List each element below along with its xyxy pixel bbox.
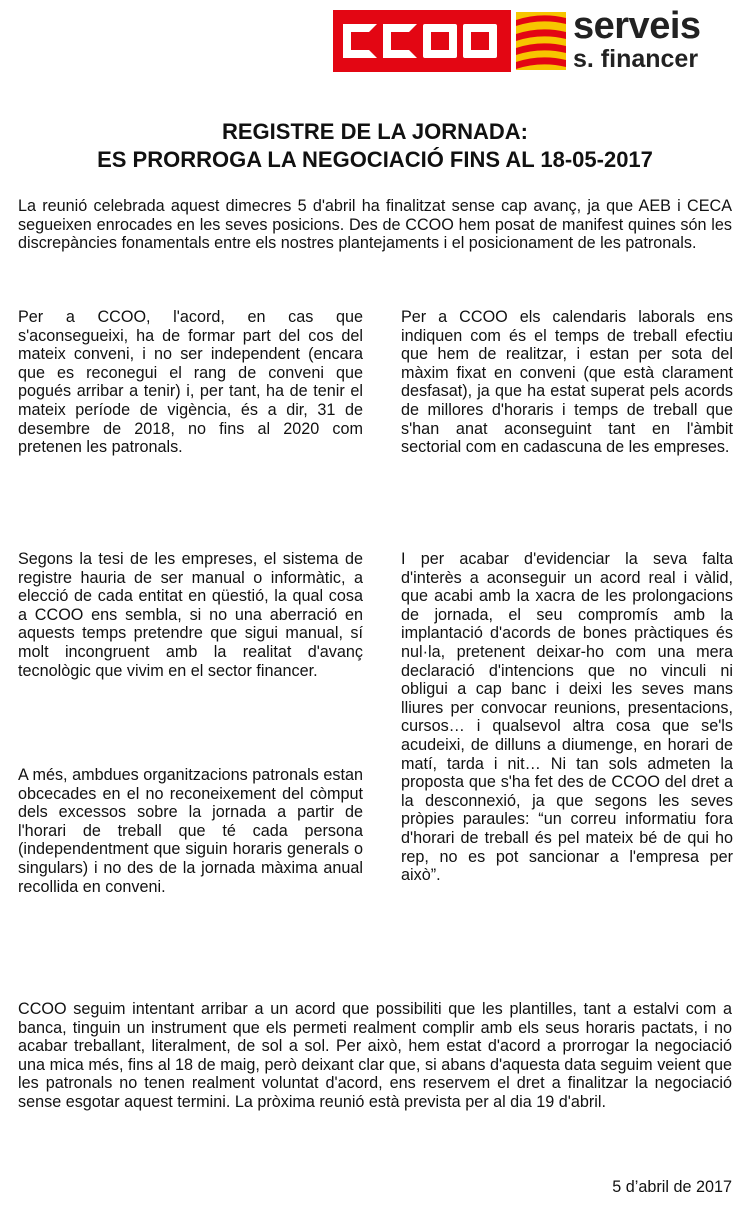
- document-date: 5 d’abril de 2017: [612, 1178, 732, 1196]
- title-line-2: ES PRORROGA LA NEGOCIACIÓ FINS AL 18-05-2017: [97, 147, 653, 172]
- brand-wordmark: [573, 6, 701, 72]
- left-paragraph-1: Per a CCOO, l'acord, en cas que s'aconsegueixi, ha de formar part del cos del mateix conveni, i no ser independent (encara que es reconegui el rang de conveni que pogués arribar a tenir) i, per tant, ha de tenir el mateix període de vigència, és a dir, 31 de desembre de 2018, no fins al 2020 com pretenen les patronals.: [18, 308, 363, 457]
- left-paragraph-3: A més, ambdues organitzacions patronals estan obcecades en el no reconeixement del còmput dels excessos sobre la jornada a partir de l'horari de treball que té cada persona (independentment que siguin horaris generals o singulars) i no des de la jornada màxima anual recollida en conveni.: [18, 766, 363, 896]
- left-paragraph-2: Segons la tesi de les empreses, el sistema de registre hauria de ser manual o informàtic, a elecció de cada entitat en qüestió, la qual cosa a CCOO ens sembla, si no una aberració en aquests temps pretendre que sigui manual, sí molt incongruent amb la realitat d'avanç tecnològic que vivim en el sector financer.: [18, 550, 363, 680]
- closing-paragraph: CCOO seguim intentant arribar a un acord que possibiliti que les plantilles, tant a estalvi com a banca, tinguin un instrument que els permeti realment complir amb els seus horaris pactats, i no acabar treballant, literalment, de sol a sol. Per això, hem estat d'acord a prorrogar la negociació una mica més, fins al 18 de maig, però deixant clar que, si abans d'aquesta data seguim veient que les patronals no tenen realment voluntat d'acord, ens reservem el dret a finalitzar la negociació sense esgotar aquest termini. La pròxima reunió està prevista per al dia 19 d'abril.: [18, 1000, 732, 1111]
- logo-letter-c: [343, 24, 377, 58]
- right-paragraph-2: I per acabar d'evidenciar la seva falta d'interès a aconseguir un acord real i vàlid, que acabi amb la xacra de les prolongacions de jornada, el seu compromís amb la implantació d'acords de bones pràctiques és nul·la, pretenent deixar-ho com una mera declaració d'intencions que no vinculi ni obligui a cap banc i deixi les seves mans lliures per convocar reunions, presentacions, cursos… i qualsevol altra cosa que se'ls acudeixi, de dilluns a diumenge, en horari de matí, tarda i nit… Ni tan sols admeten la proposta que s'ha fet des de CCOO del dret a la desconnexió, ja que segons les seves pròpies paraules: “un correu informatiu fora d'horari de treball és pel mateix bé de qui ho rep, no es pot sancionar a l'empresa per això”.: [401, 550, 733, 885]
- title-line-1: REGISTRE DE LA JORNADA:: [222, 119, 528, 144]
- logo-letter-o: [463, 24, 497, 58]
- ccoo-logo: [333, 10, 511, 72]
- right-paragraph-1: Per a CCOO els calendaris laborals ens indiquen com és el temps de treball efectiu que hem de realitzar, i estan per sota del màxim fixat en conveni (que està clarament desfasat), ja que ha estat superat pels acords de millores d'horaris i temps de treball que s'han anat aconseguint tant en l'àmbit sectorial com en cadascuna de les empreses.: [401, 308, 733, 457]
- document-title: [0, 118, 750, 174]
- catalan-flag-icon: [516, 12, 566, 70]
- brand-line-1: serveis: [573, 5, 701, 47]
- intro-paragraph: La reunió celebrada aquest dimecres 5 d'abril ha finalitzat sense cap avanç, ja que AEB i CECA segueixen enrocades en les seves posicions. Des de CCOO hem posat de manifest quines són les discrepàncies fonamentals entre els nostres plantejaments i el posicionament de les patronals.: [18, 197, 732, 253]
- header: [333, 5, 733, 73]
- brand-line-2: s. financer: [573, 45, 699, 73]
- logo-letter-c: [383, 24, 417, 58]
- logo-letter-o: [423, 24, 457, 58]
- ccoo-logo-letters: [343, 24, 497, 60]
